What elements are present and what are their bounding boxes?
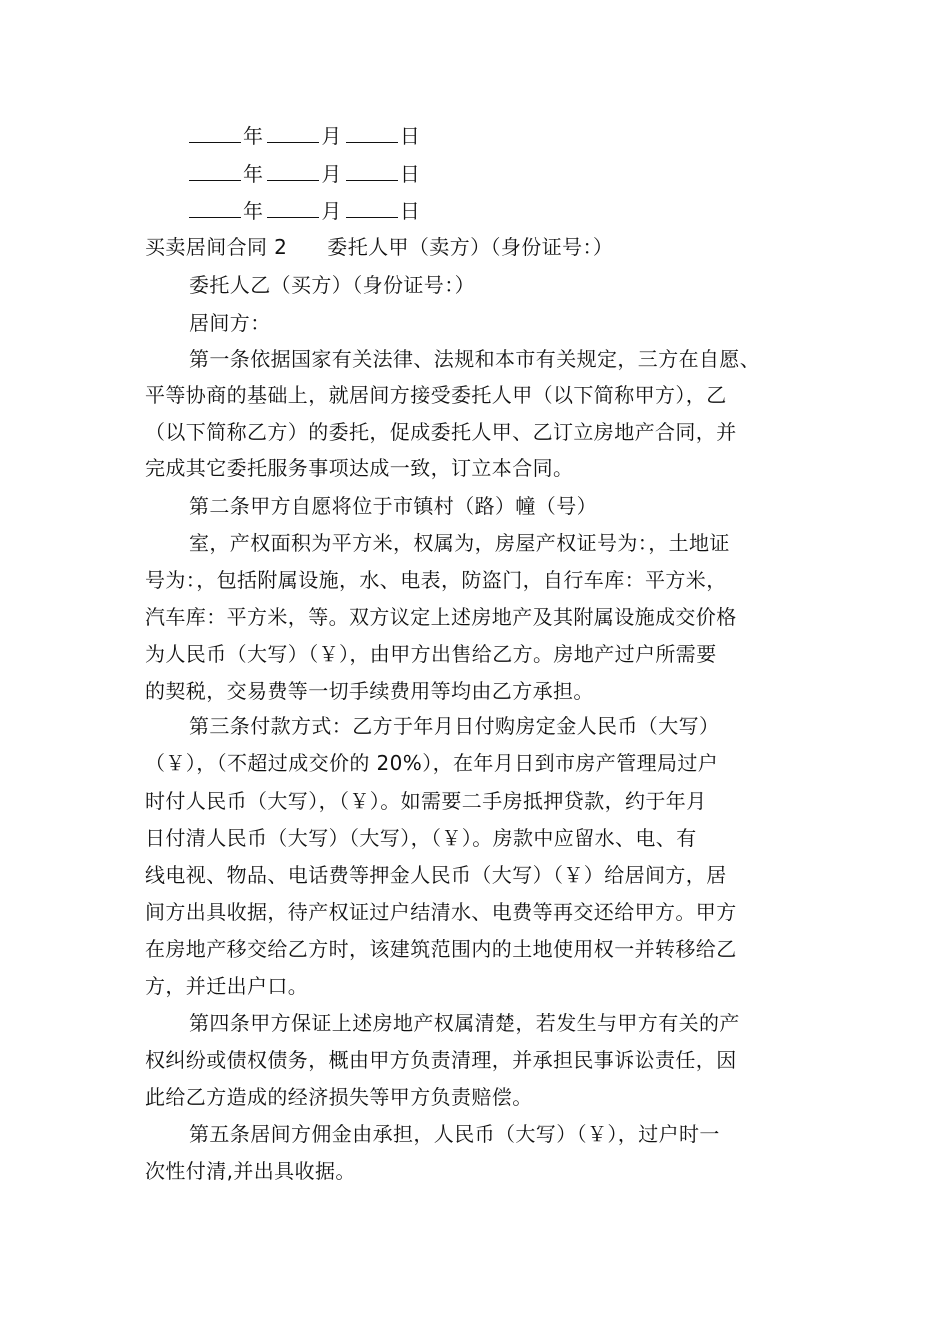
clause-4-line-1: 第四条甲方保证上述房地产权属清楚，若发生与甲方有关的产 [189, 1011, 740, 1035]
month-label: 月 [321, 199, 342, 223]
clause-1-line-4: 完成其它委托服务事项达成一致，订立本合同。 [145, 456, 574, 480]
day-label: 日 [399, 199, 421, 223]
year-label: 年 [243, 199, 264, 223]
party-b: 委托人乙（买方）（身份证号：） [189, 273, 475, 297]
clause-1-line-2: 平等协商的基础上，就居间方接受委托人甲（以下简称甲方），乙 [145, 383, 727, 407]
month-label: 月 [321, 124, 342, 148]
year-label: 年 [243, 162, 264, 186]
year-blank [189, 160, 241, 181]
month-blank [267, 160, 319, 181]
clause-3-line-3: 时付人民币（大写），（￥）。如需要二手房抵押贷款，约于年月 [145, 789, 707, 813]
clause-2-line-2: 室，产权面积为平方米，权属为，房屋产权证号为：，土地证 [189, 531, 730, 555]
day-label: 日 [399, 124, 421, 148]
clause-2-line-1: 第二条甲方自愿将位于市镇村（路）幢（号） [189, 494, 597, 518]
contract-title: 买卖居间合同 2 [145, 235, 288, 259]
clause-1-line-1: 第一条依据国家有关法律、法规和本市有关规定，三方在自愿、 [189, 347, 761, 371]
clause-3-line-1: 第三条付款方式：乙方于年月日付购房定金人民币（大写） [189, 714, 720, 738]
title-line [145, 235, 815, 259]
month-blank [267, 122, 319, 143]
intermediary: 居间方： [189, 311, 271, 335]
clause-4-line-3: 此给乙方造成的经济损失等甲方负责赔偿。 [145, 1085, 533, 1109]
date-line-2 [189, 160, 859, 186]
month-blank [267, 197, 319, 218]
clause-2-line-6: 的契税，交易费等一切手续费用等均由乙方承担。 [145, 679, 594, 703]
year-label: 年 [243, 124, 264, 148]
day-blank [346, 160, 398, 181]
clause-3-line-6: 间方出具收据，待产权证过户结清水、电费等再交还给甲方。甲方 [145, 900, 737, 924]
clause-5-line-2: 次性付清,并出具收据。 [145, 1159, 356, 1183]
date-line-1 [189, 122, 859, 148]
clause-5-line-1: 第五条居间方佣金由承担，人民币（大写）（￥），过户时一 [189, 1122, 720, 1146]
clause-1-line-3: （以下简称乙方）的委托，促成委托人甲、乙订立房地产合同，并 [145, 420, 737, 444]
day-blank [346, 197, 398, 218]
day-label: 日 [399, 162, 421, 186]
clause-3-line-2: （￥），（不超过成交价的 20%），在年月日到市房产管理局过户 [145, 751, 719, 775]
clause-3-line-5: 线电视、物品、电话费等押金人民币（大写）（￥）给居间方，居 [145, 863, 727, 887]
year-blank [189, 122, 241, 143]
day-blank [346, 122, 398, 143]
clause-3-line-8: 方，并迁出户口。 [145, 974, 309, 998]
clause-4-line-2: 权纠纷或债权债务，概由甲方负责清理，并承担民事诉讼责任，因 [145, 1048, 737, 1072]
month-label: 月 [321, 162, 342, 186]
clause-2-line-5: 为人民币（大写）（￥），由甲方出售给乙方。房地产过户所需要 [145, 642, 717, 666]
clause-2-line-3: 号为：，包括附属设施，水、电表，防盗门，自行车库：平方米， [145, 568, 727, 592]
clause-3-line-4: 日付清人民币（大写）（大写），（￥）。房款中应留水、电、有 [145, 826, 697, 850]
year-blank [189, 197, 241, 218]
party-a: 委托人甲（卖方）（身份证号：） [327, 235, 614, 259]
clause-2-line-4: 汽车库：平方米，等。双方议定上述房地产及其附属设施成交价格 [145, 605, 737, 629]
date-line-3 [189, 197, 859, 223]
clause-3-line-7: 在房地产移交给乙方时，该建筑范围内的土地使用权一并转移给乙 [145, 937, 737, 961]
